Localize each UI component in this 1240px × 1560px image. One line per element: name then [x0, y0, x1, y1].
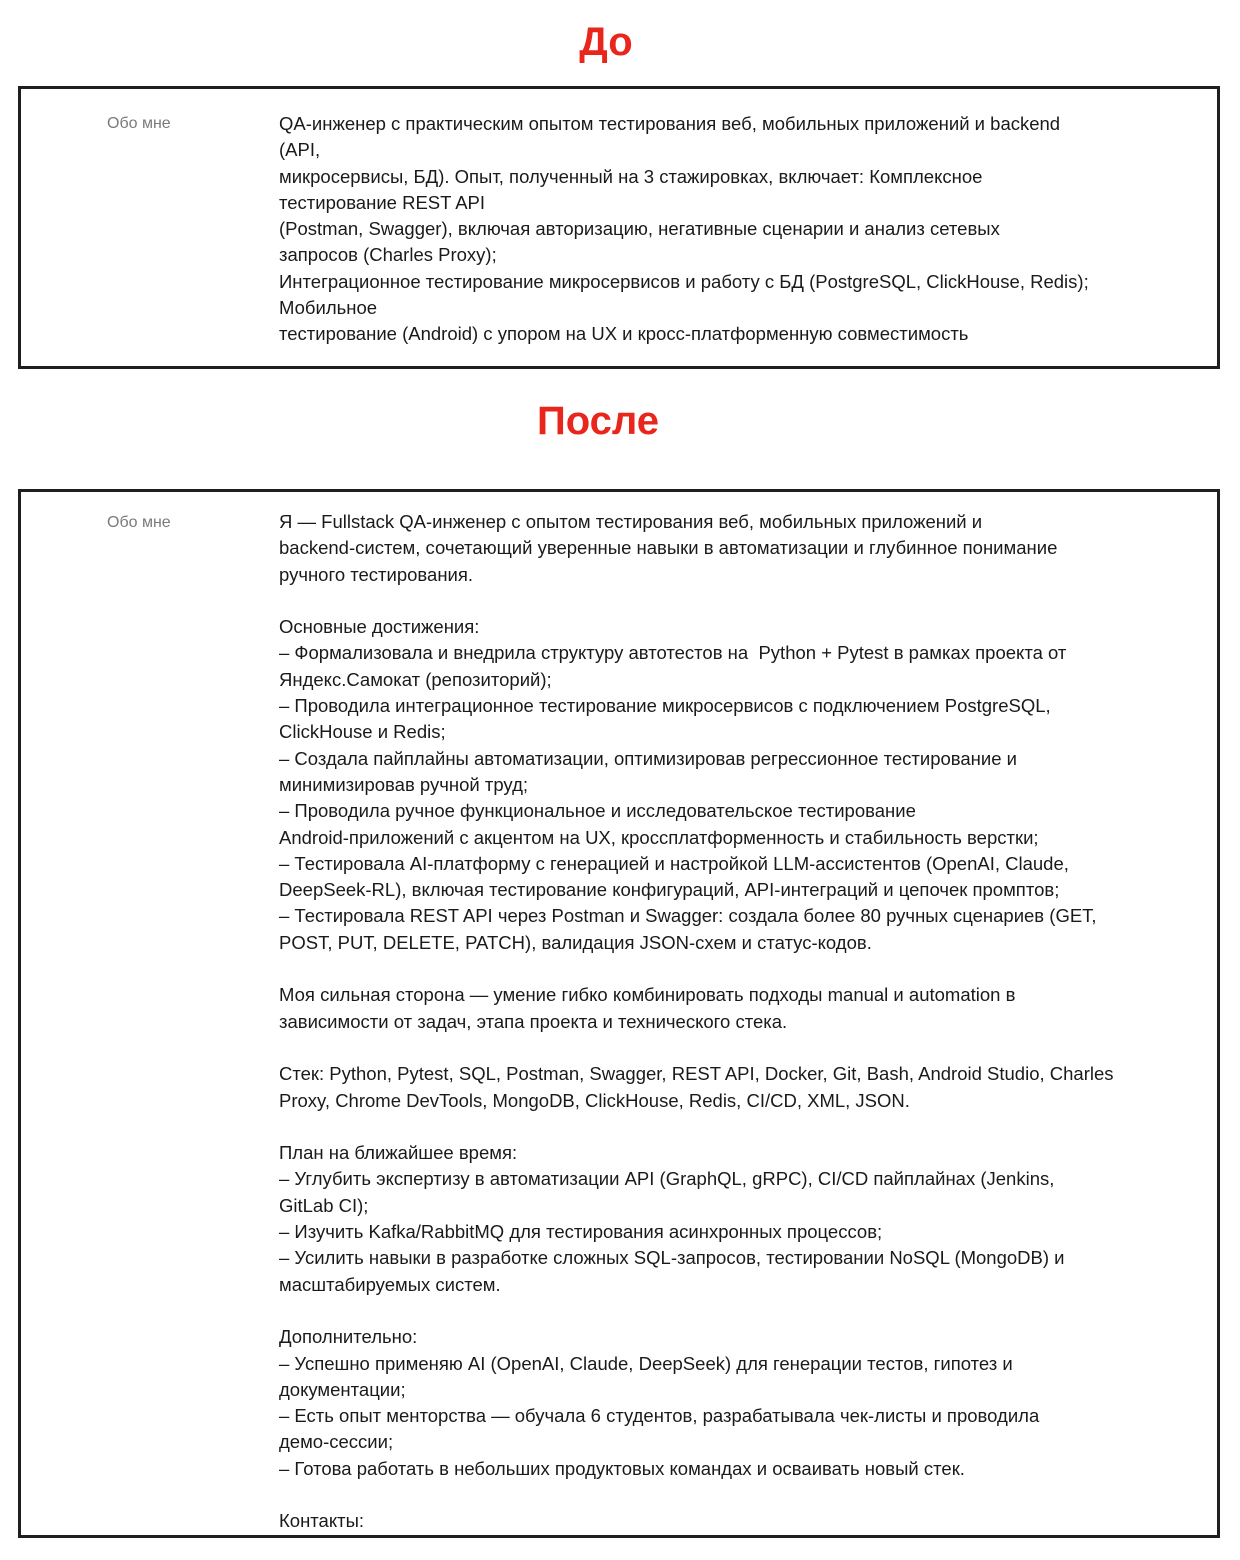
- text-line: POST, PUT, DELETE, PATCH), валидация JSON-схем и статус-кодов.: [279, 931, 872, 953]
- text-line: запросов (Charles Proxy);: [279, 244, 497, 266]
- section-heading-contacts: Контакты:: [279, 1510, 365, 1532]
- text-line: Android-приложений с акцентом на UX, кроссплатформенность и стабильность верстки;: [279, 826, 1039, 848]
- text-line: – Углубить экспертизу в автоматизации API (GraphQL, gRPC), CI/CD пайплайнах (Jenkins,: [279, 1168, 1055, 1190]
- text-line: ClickHouse и Redis;: [279, 721, 446, 743]
- text-line: backend-систем, сочетающий уверенные навыки в автоматизации и глубинное понимание: [279, 537, 1058, 559]
- text-line: Интеграционное тестирование микросервисов и работу с БД (PostgreSQL, ClickHouse, Redis);: [279, 270, 1089, 292]
- text-line: Я — Fullstack QA-инженер с опытом тестирования веб, мобильных приложений и: [279, 511, 983, 532]
- about-me-text: [279, 111, 1139, 348]
- text-line: Мобильное: [279, 297, 378, 319]
- text-line: – Проводила интеграционное тестирование микросервисов с подключением PostgreSQL,: [279, 695, 1051, 717]
- stack-line: Стек: Python, Pytest, SQL, Postman, Swagger, REST API, Docker, Git, Bash, Android Studio, Charles: [279, 1063, 1114, 1085]
- text-line: – Тестировала AI-платформу с генерацией и настройкой LLM-ассистентов (OpenAI, Claude,: [279, 852, 1069, 874]
- about-me-text: [279, 509, 1139, 1535]
- text-line: Яндекс.Самокат (репозиторий);: [279, 668, 552, 690]
- text-line: минимизировав ручной труд;: [279, 773, 529, 795]
- text-line: – Есть опыт менторства — обучала 6 студентов, разрабатывала чек-листы и проводила: [279, 1405, 1040, 1427]
- text-line: документации;: [279, 1378, 406, 1400]
- text-line: зависимости от задач, этапа проекта и технического стека.: [279, 1010, 788, 1032]
- text-line: – Усилить навыки в разработке сложных SQL-запросов, тестировании NoSQL (MongoDB) и: [279, 1247, 1065, 1269]
- text-line: (Postman, Swagger), включая авторизацию, негативные сценарии и анализ сетевых: [279, 218, 1000, 240]
- text-line: (API,: [279, 139, 321, 161]
- text-line: – Изучить Kafka/RabbitMQ для тестирования асинхронных процессов;: [279, 1221, 883, 1243]
- text-line: ручного тестирования.: [279, 563, 474, 585]
- text-line: – Успешно применяю AI (OpenAI, Claude, DeepSeek) для генерации тестов, гипотез и: [279, 1352, 1013, 1374]
- blank-line: [279, 1114, 1139, 1140]
- text-line: микросервисы, БД). Опыт, полученный на 3 стажировках, включает: Комплексное: [279, 165, 983, 187]
- blank-line: [279, 1482, 1139, 1508]
- text-line: Моя сильная сторона — умение гибко комбинировать подходы manual и automation в: [279, 984, 1016, 1006]
- text-line: GitLab CI);: [279, 1194, 369, 1216]
- about-me-label: Обо мне: [107, 115, 171, 132]
- before-heading: До: [579, 20, 633, 64]
- text-line: DeepSeek-RL), включая тестирование конфигураций, API-интеграций и цепочек промптов;: [279, 879, 1060, 901]
- about-me-panel-after: [18, 489, 1220, 1538]
- text-line: масштабируемых систем.: [279, 1273, 501, 1295]
- text-line: – Проводила ручное функциональное и исследовательское тестирование: [279, 800, 916, 822]
- text-line: – Формализовала и внедрила структуру автотестов на Python + Pytest в рамках проекта от: [279, 642, 1067, 664]
- section-heading-achievements: Основные достижения:: [279, 616, 480, 638]
- text-line: – Готова работать в небольших продуктовых командах и осваивать новый стек.: [279, 1457, 965, 1479]
- about-me-label: Обо мне: [107, 514, 171, 531]
- blank-line: [279, 956, 1139, 982]
- blank-line: [279, 588, 1139, 614]
- text-line: – Создала пайплайны автоматизации, оптимизировав регрессионное тестирование и: [279, 747, 1017, 769]
- stack-line: Proxy, Chrome DevTools, MongoDB, ClickHouse, Redis, CI/CD, XML, JSON.: [279, 1089, 910, 1111]
- text-line: демо-сессии;: [279, 1431, 394, 1453]
- section-heading-plan: План на ближайшее время:: [279, 1142, 518, 1164]
- text-line: – Тестировала REST API через Postman и Swagger: создала более 80 ручных сценариев (GET,: [279, 905, 1097, 927]
- text-line: тестирование REST API: [279, 191, 486, 213]
- after-heading: После: [536, 399, 660, 443]
- blank-line: [279, 1298, 1139, 1324]
- section-heading-additional: Дополнительно:: [279, 1326, 418, 1348]
- about-me-panel-before: [18, 86, 1220, 369]
- text-line: тестирование (Android) с упором на UX и кросс-платформенную совместимость: [279, 323, 969, 345]
- text-line: QA-инженер с практическим опытом тестирования веб, мобильных приложений и backend: [279, 113, 1061, 134]
- blank-line: [279, 1035, 1139, 1061]
